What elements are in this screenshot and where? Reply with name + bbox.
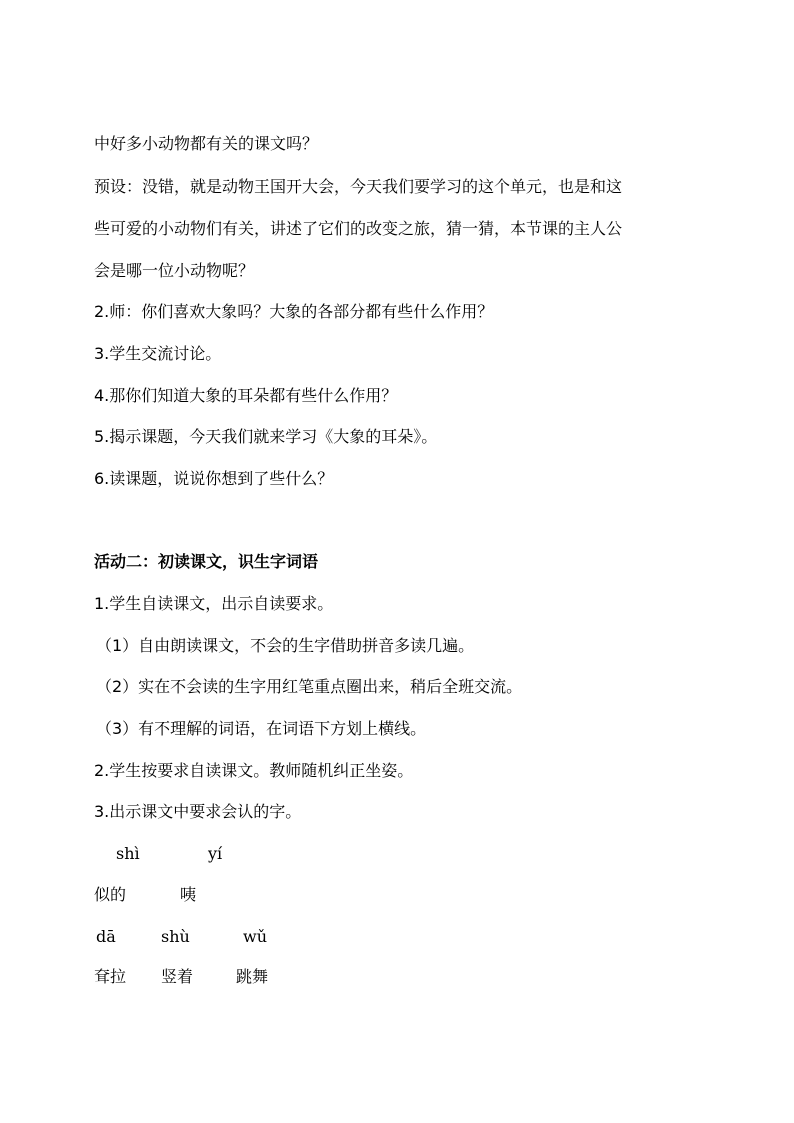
paragraph-line: 6.读课题，说说你想到了些什么？ bbox=[94, 469, 334, 488]
paragraph-line: 预设：没错，就是动物王国开大会，今天我们要学习的这个单元，也是和这 bbox=[94, 177, 623, 196]
paragraph-line: 中好多小动物都有关的课文吗？ bbox=[94, 134, 319, 153]
paragraph-line: 5.揭示课题，今天我们就来学习《大象的耳朵》。 bbox=[94, 427, 438, 446]
activity-line: （3）有不理解的词语，在词语下方划上横线。 bbox=[96, 719, 427, 738]
vocab-word: 跳舞 bbox=[236, 967, 269, 986]
paragraph-line: 3.学生交流讨论。 bbox=[94, 344, 222, 363]
vocab-word: 咦 bbox=[180, 885, 197, 904]
activity-line: （1）自由朗读课文，不会的生字借助拼音多读几遍。 bbox=[96, 636, 475, 655]
pinyin-label: shì bbox=[116, 844, 140, 863]
activity-heading: 活动二：初读课文，识生字词语 bbox=[94, 552, 319, 571]
pinyin-label: dā bbox=[96, 927, 116, 946]
paragraph-line: 4.那你们知道大象的耳朵都有些什么作用？ bbox=[94, 386, 398, 405]
vocab-word: 竖着 bbox=[161, 967, 194, 986]
activity-line: 2.学生按要求自读课文。教师随机纠正坐姿。 bbox=[94, 761, 414, 780]
paragraph-line: 2.师：你们喜欢大象吗？大象的各部分都有些什么作用？ bbox=[94, 302, 494, 321]
paragraph-line: 些可爱的小动物们有关，讲述了它们的改变之旅，猜一猜，本节课的主人公 bbox=[94, 219, 623, 238]
activity-line: （2）实在不会读的生字用红笔重点圈出来，稍后全班交流。 bbox=[96, 677, 523, 696]
vocab-word: 耷拉 bbox=[94, 967, 127, 986]
pinyin-label: shù bbox=[161, 927, 190, 946]
vocab-word: 似的 bbox=[94, 885, 127, 904]
pinyin-label: wǔ bbox=[243, 927, 267, 946]
activity-line: 1.学生自读课文，出示自读要求。 bbox=[94, 594, 334, 613]
paragraph-line: 会是哪一位小动物呢？ bbox=[94, 261, 255, 280]
pinyin-label: yí bbox=[208, 844, 223, 863]
activity-line: 3.出示课文中要求会认的字。 bbox=[94, 802, 302, 821]
